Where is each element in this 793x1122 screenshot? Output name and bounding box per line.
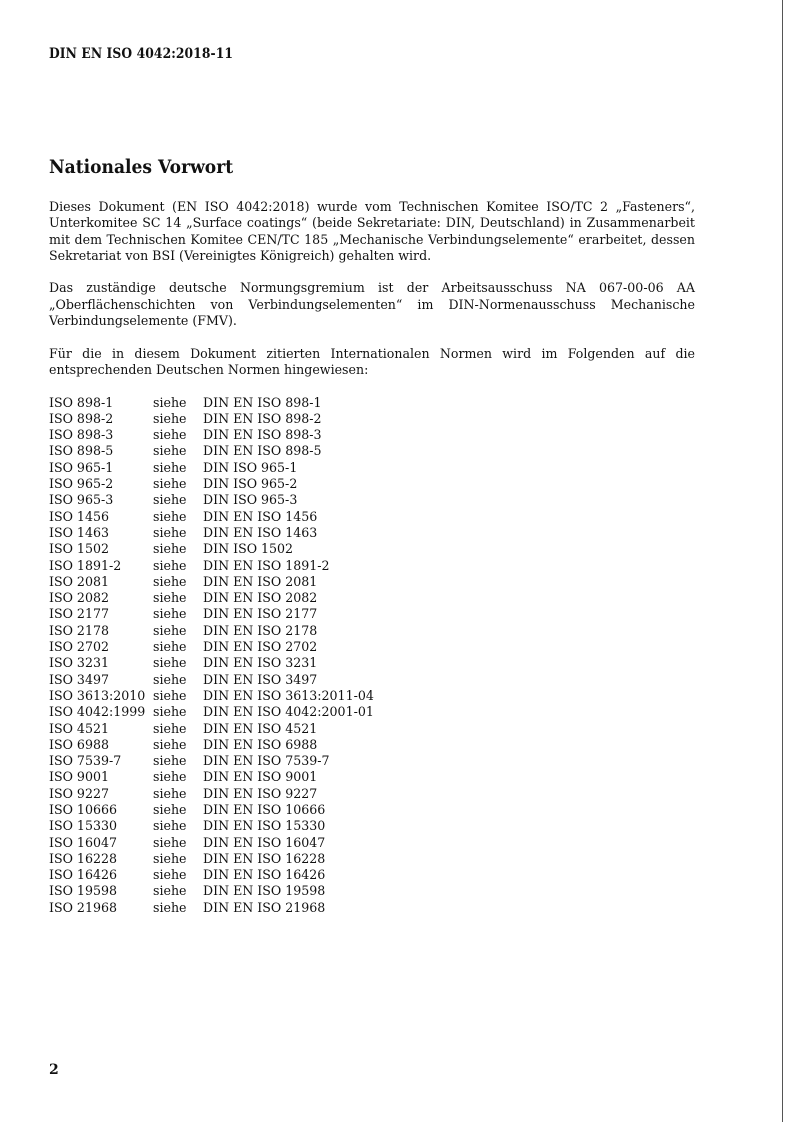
see-word: siehe xyxy=(153,704,187,720)
din-standard: DIN ISO 965-3 xyxy=(203,492,298,508)
reference-row xyxy=(49,721,695,737)
document-id-header: DIN EN ISO 4042:2018-11 xyxy=(49,46,234,62)
reference-row xyxy=(49,492,695,508)
iso-standard: ISO 965-3 xyxy=(49,492,114,508)
reference-row xyxy=(49,443,695,459)
iso-standard: ISO 9227 xyxy=(49,785,109,801)
see-word: siehe xyxy=(153,753,187,769)
iso-standard: ISO 2178 xyxy=(49,622,109,638)
see-word: siehe xyxy=(153,671,187,687)
din-standard: DIN EN ISO 3613:2011-04 xyxy=(203,687,374,703)
page-edge-rule xyxy=(782,0,783,1122)
reference-row xyxy=(49,476,695,492)
see-word: siehe xyxy=(153,410,187,426)
reference-row xyxy=(49,427,695,443)
din-standard: DIN EN ISO 16426 xyxy=(203,867,326,883)
reference-list xyxy=(49,395,695,917)
reference-row xyxy=(49,883,695,899)
din-standard: DIN EN ISO 2177 xyxy=(203,606,318,622)
reference-row xyxy=(49,753,695,769)
din-standard: DIN EN ISO 6988 xyxy=(203,736,318,752)
din-standard: DIN EN ISO 2081 xyxy=(203,573,318,589)
section-title: Nationales Vorwort xyxy=(49,156,234,178)
din-standard: DIN ISO 965-2 xyxy=(203,476,298,492)
see-word: siehe xyxy=(153,508,187,524)
reference-row xyxy=(49,769,695,785)
see-word: siehe xyxy=(153,899,187,915)
din-standard: DIN EN ISO 2702 xyxy=(203,639,318,655)
din-standard: DIN EN ISO 2082 xyxy=(203,590,318,606)
iso-standard: ISO 1456 xyxy=(49,508,109,524)
reference-row xyxy=(49,411,695,427)
reference-row xyxy=(49,900,695,916)
see-word: siehe xyxy=(153,476,187,492)
din-standard: DIN EN ISO 7539-7 xyxy=(203,753,330,769)
din-standard: DIN EN ISO 10666 xyxy=(203,801,326,817)
page-number: 2 xyxy=(49,1062,59,1078)
see-word: siehe xyxy=(153,443,187,459)
reference-row xyxy=(49,639,695,655)
iso-standard: ISO 1891-2 xyxy=(49,557,122,573)
iso-standard: ISO 16426 xyxy=(49,867,117,883)
iso-standard: ISO 21968 xyxy=(49,899,117,915)
iso-standard: ISO 965-1 xyxy=(49,459,114,475)
din-standard: DIN EN ISO 4521 xyxy=(203,720,318,736)
see-word: siehe xyxy=(153,655,187,671)
see-word: siehe xyxy=(153,590,187,606)
section-body xyxy=(49,199,695,916)
see-word: siehe xyxy=(153,394,187,410)
reference-row xyxy=(49,688,695,704)
reference-row xyxy=(49,623,695,639)
iso-standard: ISO 3231 xyxy=(49,655,109,671)
see-word: siehe xyxy=(153,622,187,638)
reference-row xyxy=(49,460,695,476)
iso-standard: ISO 1502 xyxy=(49,541,109,557)
reference-row xyxy=(49,655,695,671)
iso-standard: ISO 898-1 xyxy=(49,394,114,410)
see-word: siehe xyxy=(153,736,187,752)
iso-standard: ISO 2082 xyxy=(49,590,109,606)
din-standard: DIN EN ISO 9227 xyxy=(203,785,318,801)
din-standard: DIN EN ISO 21968 xyxy=(203,899,326,915)
iso-standard: ISO 6988 xyxy=(49,736,109,752)
din-standard: DIN EN ISO 3497 xyxy=(203,671,318,687)
iso-standard: ISO 10666 xyxy=(49,801,117,817)
reference-row xyxy=(49,509,695,525)
reference-row xyxy=(49,786,695,802)
reference-row xyxy=(49,558,695,574)
iso-standard: ISO 4521 xyxy=(49,720,109,736)
paragraph-1: Dieses Dokument (EN ISO 4042:2018) wurde vom Technischen Komitee ISO/TC 2 „Fasteners“, Unterkomitee SC 14 „Surface coatings“ (beide Sekretariate: DIN, Deutschland) in Zusammenarbeit mit dem Technischen Komitee CEN/TC 185 „Mechanische Verbindungselemente“ erarbeitet, dessen Sekretariat von BSI (Vereinigtes Königreich) gehalten wird. xyxy=(49,199,695,263)
iso-standard: ISO 965-2 xyxy=(49,476,114,492)
din-standard: DIN EN ISO 16047 xyxy=(203,834,326,850)
iso-standard: ISO 19598 xyxy=(49,883,117,899)
see-word: siehe xyxy=(153,459,187,475)
din-standard: DIN EN ISO 19598 xyxy=(203,883,326,899)
see-word: siehe xyxy=(153,557,187,573)
din-standard: DIN ISO 1502 xyxy=(203,541,294,557)
iso-standard: ISO 4042:1999 xyxy=(49,704,146,720)
see-word: siehe xyxy=(153,492,187,508)
reference-row xyxy=(49,704,695,720)
see-word: siehe xyxy=(153,427,187,443)
din-standard: DIN EN ISO 9001 xyxy=(203,769,318,785)
see-word: siehe xyxy=(153,769,187,785)
see-word: siehe xyxy=(153,720,187,736)
see-word: siehe xyxy=(153,524,187,540)
iso-standard: ISO 3497 xyxy=(49,671,109,687)
reference-row xyxy=(49,541,695,557)
iso-standard: ISO 16228 xyxy=(49,850,117,866)
din-standard: DIN EN ISO 15330 xyxy=(203,818,326,834)
iso-standard: ISO 2702 xyxy=(49,639,109,655)
see-word: siehe xyxy=(153,801,187,817)
din-standard: DIN EN ISO 898-1 xyxy=(203,394,322,410)
din-standard: DIN EN ISO 1891-2 xyxy=(203,557,330,573)
din-standard: DIN EN ISO 1456 xyxy=(203,508,318,524)
paragraph-2: Das zuständige deutsche Normungsgremium ist der Arbeitsausschuss NA 067-00-06 AA „Oberflächenschichten von Verbindungselementen“ im DIN-Normenausschuss Mechanische Verbindungselemente (FMV). xyxy=(49,280,695,329)
reference-row xyxy=(49,574,695,590)
din-standard: DIN EN ISO 898-5 xyxy=(203,443,322,459)
see-word: siehe xyxy=(153,834,187,850)
iso-standard: ISO 15330 xyxy=(49,818,117,834)
iso-standard: ISO 898-3 xyxy=(49,427,114,443)
iso-standard: ISO 2081 xyxy=(49,573,109,589)
see-word: siehe xyxy=(153,883,187,899)
reference-row xyxy=(49,851,695,867)
iso-standard: ISO 1463 xyxy=(49,524,109,540)
din-standard: DIN ISO 965-1 xyxy=(203,459,298,475)
reference-row xyxy=(49,737,695,753)
din-standard: DIN EN ISO 4042:2001-01 xyxy=(203,704,374,720)
see-word: siehe xyxy=(153,818,187,834)
din-standard: DIN EN ISO 16228 xyxy=(203,850,326,866)
reference-row xyxy=(49,525,695,541)
iso-standard: ISO 898-2 xyxy=(49,410,114,426)
see-word: siehe xyxy=(153,606,187,622)
iso-standard: ISO 9001 xyxy=(49,769,109,785)
din-standard: DIN EN ISO 898-3 xyxy=(203,427,322,443)
reference-row xyxy=(49,835,695,851)
reference-row xyxy=(49,818,695,834)
iso-standard: ISO 7539-7 xyxy=(49,753,122,769)
reference-row xyxy=(49,395,695,411)
reference-row xyxy=(49,606,695,622)
reference-row xyxy=(49,672,695,688)
see-word: siehe xyxy=(153,867,187,883)
see-word: siehe xyxy=(153,541,187,557)
din-standard: DIN EN ISO 2178 xyxy=(203,622,318,638)
iso-standard: ISO 898-5 xyxy=(49,443,114,459)
see-word: siehe xyxy=(153,639,187,655)
see-word: siehe xyxy=(153,687,187,703)
iso-standard: ISO 3613:2010 xyxy=(49,687,146,703)
din-standard: DIN EN ISO 1463 xyxy=(203,524,318,540)
see-word: siehe xyxy=(153,850,187,866)
see-word: siehe xyxy=(153,573,187,589)
din-standard: DIN EN ISO 3231 xyxy=(203,655,318,671)
see-word: siehe xyxy=(153,785,187,801)
reference-row xyxy=(49,802,695,818)
reference-row xyxy=(49,590,695,606)
iso-standard: ISO 16047 xyxy=(49,834,117,850)
paragraph-3: Für die in diesem Dokument zitierten Internationalen Normen wird im Folgenden auf die entsprechenden Deutschen Normen hingewiesen: xyxy=(49,345,695,377)
iso-standard: ISO 2177 xyxy=(49,606,109,622)
reference-row xyxy=(49,867,695,883)
din-standard: DIN EN ISO 898-2 xyxy=(203,410,322,426)
